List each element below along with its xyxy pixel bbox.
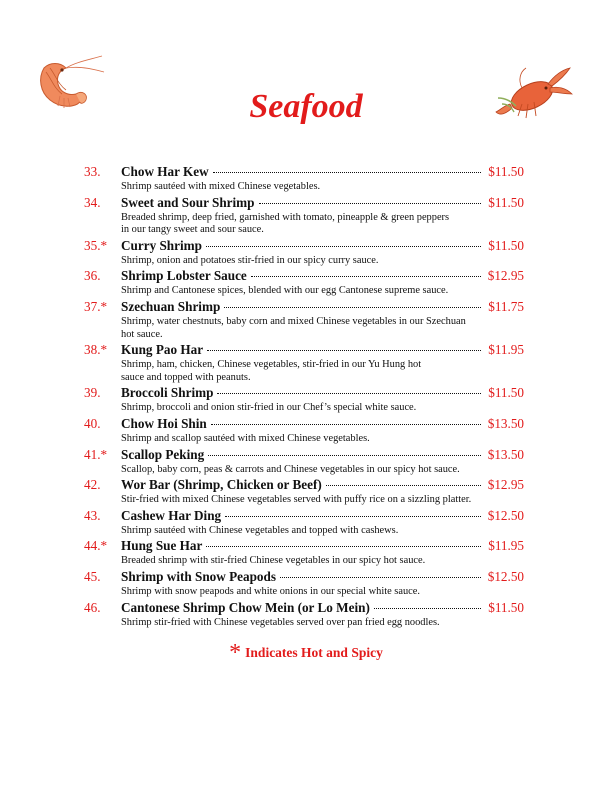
dot-leader xyxy=(326,485,481,486)
item-name: Broccoli Shrimp xyxy=(121,385,214,401)
dot-leader xyxy=(374,608,481,609)
item-number: 40. xyxy=(84,415,101,431)
item-price: $11.75 xyxy=(488,298,524,314)
menu-item-row xyxy=(84,238,524,255)
menu-item-row xyxy=(84,195,524,212)
menu-item xyxy=(84,416,524,447)
menu-item xyxy=(84,447,524,478)
item-number: 33. xyxy=(84,164,101,179)
menu-item-row xyxy=(84,600,524,617)
item-description: Shrimp, water chestnuts, baby corn and mixed Chinese vegetables in our Szechuan hot sauce. xyxy=(121,315,466,340)
item-name: Shrimp Lobster Sauce xyxy=(121,268,247,284)
item-description: Shrimp sautéed with Chinese vegetables and topped with cashews. xyxy=(121,524,399,536)
item-price: $13.50 xyxy=(487,415,524,431)
item-number: 41.* xyxy=(84,446,108,462)
item-name: Cantonese Shrimp Chow Mein (or Lo Mein) xyxy=(121,599,370,615)
footnote-text: Indicates Hot and Spicy xyxy=(245,645,383,660)
item-price: $11.50 xyxy=(488,599,524,615)
menu-item-row xyxy=(84,538,524,555)
menu-item-row xyxy=(84,164,524,181)
menu-item xyxy=(84,299,524,342)
item-description: Shrimp with snow peapods and white onions in our special white sauce. xyxy=(121,585,420,597)
menu-item xyxy=(84,508,524,539)
menu-item xyxy=(84,385,524,416)
dot-leader xyxy=(207,350,481,351)
dot-leader xyxy=(217,393,481,394)
menu-item xyxy=(84,538,524,569)
asterisk-icon: * xyxy=(229,640,242,666)
item-number: 42. xyxy=(84,477,101,493)
item-price: $12.95 xyxy=(487,477,524,493)
item-description: Shrimp sautéed with mixed Chinese vegetables. xyxy=(121,181,321,192)
item-number: 36. xyxy=(84,268,101,284)
item-price: $11.95 xyxy=(488,538,524,554)
item-number: 45. xyxy=(84,568,101,584)
page-title: Seafood xyxy=(249,88,363,125)
menu-item xyxy=(84,342,524,385)
menu-item xyxy=(84,477,524,508)
item-name: Curry Shrimp xyxy=(121,237,202,253)
menu-item-row xyxy=(84,342,524,359)
menu-item-row xyxy=(84,385,524,402)
item-price: $11.50 xyxy=(488,385,524,401)
item-price: $11.50 xyxy=(488,237,524,253)
item-name: Sweet and Sour Shrimp xyxy=(121,194,255,210)
menu-item-row xyxy=(84,447,524,464)
item-name: Kung Pao Har xyxy=(121,342,204,358)
dot-leader xyxy=(206,246,481,247)
item-name: Wor Bar (Shrimp, Chicken or Beef) xyxy=(121,477,322,493)
item-number: 34. xyxy=(84,194,101,210)
item-price: $11.50 xyxy=(488,194,524,210)
hot-spicy-footnote xyxy=(0,640,612,667)
item-number: 39. xyxy=(84,385,101,401)
item-price: $12.95 xyxy=(487,268,524,284)
menu-item xyxy=(84,569,524,600)
item-name: Cashew Har Ding xyxy=(121,507,222,523)
item-description: Shrimp, onion and potatoes stir-fried in our spicy curry sauce. xyxy=(121,254,379,266)
menu-list xyxy=(84,164,524,630)
dot-leader xyxy=(259,203,482,204)
item-price: $11.50 xyxy=(488,164,524,179)
menu-item xyxy=(84,268,524,299)
item-description: Shrimp and scallop sautéed with mixed Chinese vegetables. xyxy=(121,432,370,444)
dot-leader xyxy=(206,546,481,547)
item-number: 37.* xyxy=(84,298,108,314)
item-number: 44.* xyxy=(84,538,108,554)
item-name: Chow Hoi Shin xyxy=(121,415,207,431)
item-number: 35.* xyxy=(84,237,108,253)
item-description: Scallop, baby corn, peas & carrots and Chinese vegetables in our spicy hot sauce. xyxy=(121,463,460,475)
item-number: 38.* xyxy=(84,342,108,358)
item-name: Hung Sue Har xyxy=(121,538,203,554)
menu-item xyxy=(84,600,524,631)
item-number: 43. xyxy=(84,507,101,523)
item-price: $12.50 xyxy=(487,568,524,584)
menu-item-row xyxy=(84,416,524,433)
item-description: Stir-fried with mixed Chinese vegetables served with puffy rice on a sizzling platter. xyxy=(121,494,472,506)
dot-leader xyxy=(208,455,481,456)
menu-item xyxy=(84,164,524,195)
item-description: Breaded shrimp, deep fried, garnished with tomato, pineapple & green peppers in our tangy sweet and sour sauce. xyxy=(121,211,450,236)
item-price: $11.95 xyxy=(488,342,524,358)
menu-item xyxy=(84,195,524,238)
item-description: Shrimp, broccoli and onion stir-fried in our Chef’s special white sauce. xyxy=(121,402,417,414)
menu-item-row xyxy=(84,268,524,285)
item-name: Scallop Peking xyxy=(121,446,205,462)
item-name: Chow Har Kew xyxy=(121,164,209,179)
item-name: Szechuan Shrimp xyxy=(121,298,221,314)
dot-leader xyxy=(251,276,481,277)
item-description: Shrimp and Cantonese spices, blended with our egg Cantonese supreme sauce. xyxy=(121,285,449,297)
item-number: 46. xyxy=(84,599,101,615)
menu-item xyxy=(84,238,524,269)
item-price: $12.50 xyxy=(487,507,524,523)
dot-leader xyxy=(225,516,481,517)
dot-leader xyxy=(211,424,481,425)
menu-item-row xyxy=(84,299,524,316)
dot-leader xyxy=(213,172,481,173)
item-description: Shrimp, ham, chicken, Chinese vegetables, stir-fried in our Yu Hung hot sauce and topped with peanuts. xyxy=(121,359,422,383)
item-price: $13.50 xyxy=(487,446,524,462)
menu-item-row xyxy=(84,569,524,586)
dot-leader xyxy=(224,307,481,308)
item-description: Shrimp stir-fried with Chinese vegetables served over pan fried egg noodles. xyxy=(121,616,440,628)
item-description: Breaded shrimp with stir-fried Chinese vegetables in our spicy hot sauce. xyxy=(121,555,426,567)
item-name: Shrimp with Snow Peapods xyxy=(121,568,276,584)
dot-leader xyxy=(280,577,481,578)
menu-item-row xyxy=(84,508,524,525)
menu-item-row xyxy=(84,477,524,494)
